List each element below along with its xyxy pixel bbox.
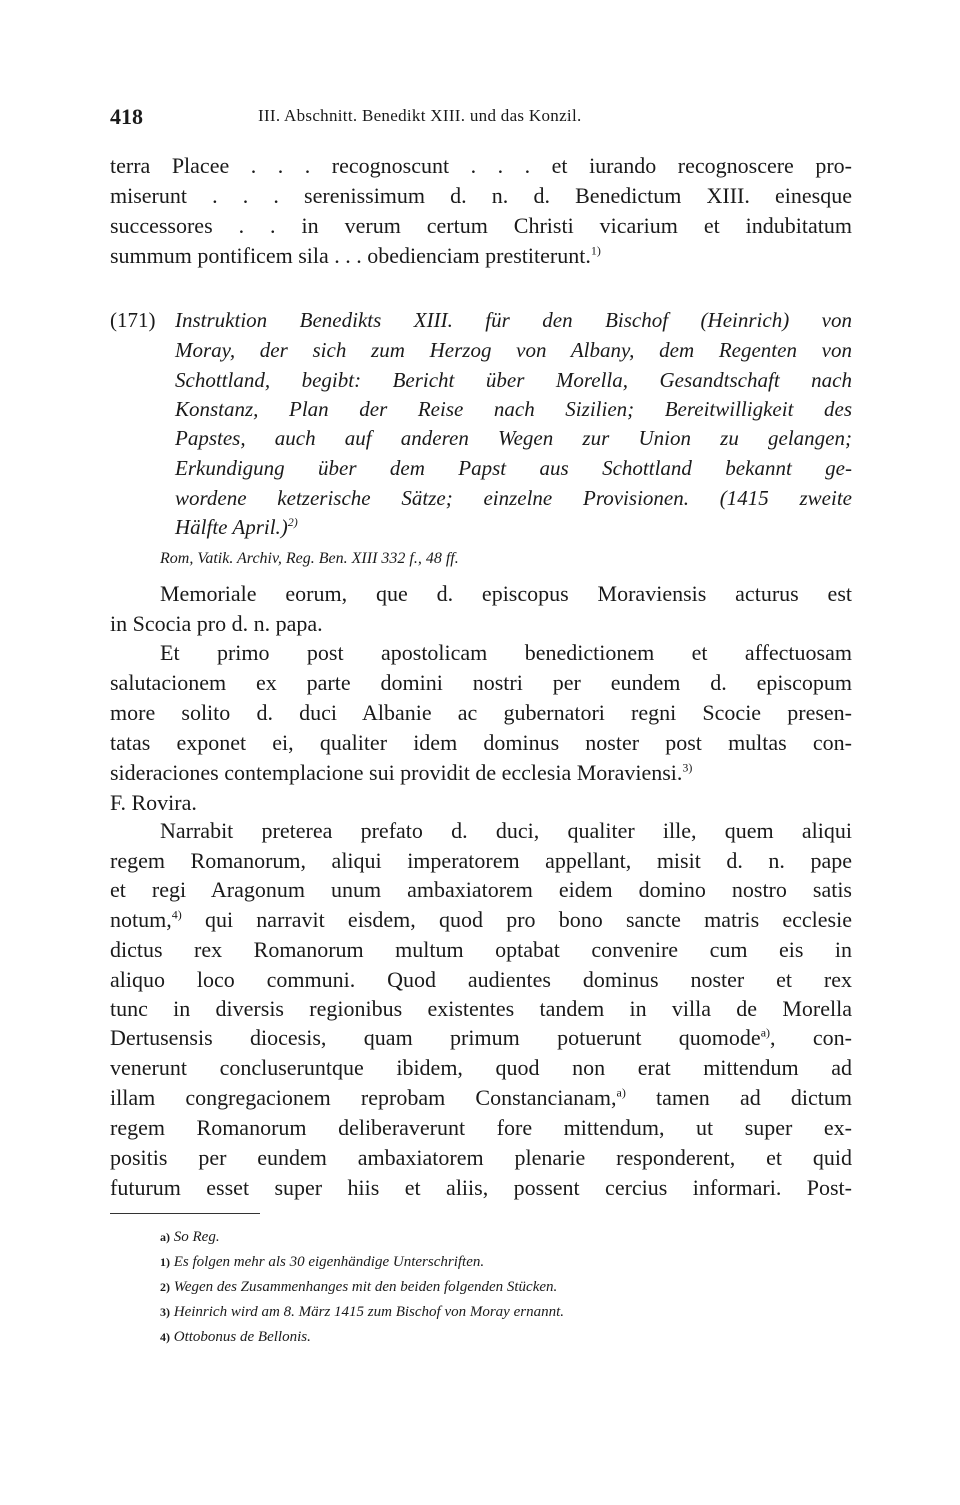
text-line: in Scocia pro d. n. papa. (110, 611, 323, 636)
footnote (160, 1304, 564, 1321)
text-line: salutacionem ex parte domini nostri per eundem d. episcopum (110, 670, 852, 695)
regest-line: Moray, der sich zum Herzog von Albany, dem Regenten von (175, 338, 852, 362)
footnote (160, 1229, 220, 1246)
regest-line: Erkundigung über dem Papst aus Schottland bekannt ge- (175, 456, 852, 480)
text-line: et regi Aragonum unum ambaxiatorem eidem domino nostro satis (110, 877, 852, 902)
footnote-ref: 1) (590, 243, 601, 258)
footnote-ref: a) (760, 1025, 771, 1040)
footnote-text: Es folgen mehr als 30 eigenhändige Unterschriften. (173, 1254, 485, 1270)
page-number: 418 (110, 104, 143, 129)
text-line: Narrabit preterea prefato d. duci, qualiter ille, quem aliqui (160, 818, 852, 843)
text-line: aliquo loco communi. Quod audientes dominus noster et rex (110, 967, 852, 992)
footnote-text: So Reg. (173, 1229, 220, 1245)
text-line: Memoriale eorum, que d. episcopus Moraviensis acturus est (160, 581, 852, 606)
footnote (160, 1329, 311, 1346)
footnote (160, 1279, 557, 1296)
regest-line (175, 515, 852, 540)
regest-line: Papstes, auch auf anderen Wegen zur Union zu gelangen; (175, 426, 852, 450)
footnote-mark: 2) (160, 1280, 170, 1294)
footnote-ref: a) (616, 1085, 626, 1100)
text-line: Et primo post apostolicam benedictionem et affectuosam (160, 640, 852, 665)
text-line-content: Dertusensis diocesis, quam primum potuerunt quomode (110, 1025, 761, 1050)
regest-line: Konstanz, Plan der Reise nach Sizilien; Bereitwilligkeit des (175, 397, 852, 421)
text-line (110, 1085, 852, 1111)
footnote-mark: 3) (160, 1305, 170, 1319)
text-line-content: , con- (770, 1025, 853, 1050)
archival-source: Rom, Vatik. Archiv, Reg. Ben. XIII 332 f., 48 ff. (160, 550, 459, 567)
footnote-mark: 1) (160, 1255, 170, 1269)
text-line: more solito d. duci Albanie ac gubernatori regni Scocie presen- (110, 700, 852, 725)
text-line: venerunt concluseruntque ibidem, quod non erat mittendum ad (110, 1055, 852, 1080)
signature-line: F. Rovira. (110, 790, 197, 815)
text-line-content: sideraciones contemplacione sui providit de ecclesia Moraviensi. (110, 760, 683, 785)
regest-line: Schottland, begibt: Bericht über Morella, Gesandtschaft nach (175, 368, 852, 392)
text-line-content: notum, (110, 907, 172, 932)
text-line: tunc in diversis regionibus existentes tandem in villa de Morella (110, 996, 852, 1021)
text-line-content: qui narravit eisdem, quod pro bono sancte matris ecclesie (181, 907, 852, 932)
text-line: dictus rex Romanorum multum optabat convenire cum eis in (110, 937, 852, 962)
text-line-content: summum pontificem sila . . . obedienciam prestiterunt. (110, 243, 591, 268)
footnote-text: Ottobonus de Bellonis. (173, 1329, 311, 1345)
text-line: futurum esset super hiis et aliis, possent cercius informari. Post- (110, 1175, 852, 1200)
text-line (110, 760, 852, 786)
text-line: positis per eundem ambaxiatorem plenarie responderent, et quid (110, 1145, 852, 1170)
regest-line: wordene ketzerische Sätze; einzelne Provisionen. (1415 zweite (175, 486, 852, 510)
text-line: successores . . in verum certum Christi vicarium et indubitatum (110, 213, 852, 238)
footnote (160, 1254, 484, 1271)
text-line-content: illam congregacionem reprobam Constancianam, (110, 1085, 617, 1110)
footnote-ref: 2) (287, 515, 298, 529)
footnote-ref: 4) (171, 907, 182, 922)
regest-line-content: Hälfte April.) (175, 515, 288, 539)
text-line-content: tamen ad dictum (625, 1085, 852, 1110)
text-line: miserunt . . . serenissimum d. n. d. Benedictum XIII. einesque (110, 183, 852, 208)
footnote-mark: 4) (160, 1330, 170, 1344)
text-line (110, 1025, 852, 1051)
running-title: III. Abschnitt. Benedikt XIII. und das Konzil. (258, 106, 582, 125)
text-line: regem Romanorum deliberaverunt fore mittendum, ut super ex- (110, 1115, 852, 1140)
text-line: terra Placee . . . recognoscunt . . . et iurando recognoscere pro- (110, 153, 852, 178)
footnote-text: Wegen des Zusammenhanges mit den beiden folgenden Stücken. (173, 1279, 558, 1295)
footnote-divider (110, 1213, 260, 1214)
footnote-mark: a) (160, 1230, 170, 1244)
footnote-text: Heinrich wird am 8. März 1415 zum Bischof von Moray ernannt. (173, 1304, 564, 1320)
footnote-ref: 3) (682, 760, 693, 775)
text-line (110, 907, 852, 933)
regest-line: Instruktion Benedikts XIII. für den Bischof (Heinrich) von (175, 308, 852, 332)
text-line: regem Romanorum, aliqui imperatorem appellant, misit d. n. pape (110, 848, 852, 873)
text-line (110, 243, 852, 269)
item-number: (171) (110, 308, 156, 332)
text-line: tatas exponet ei, qualiter idem dominus noster post multas con- (110, 730, 852, 755)
